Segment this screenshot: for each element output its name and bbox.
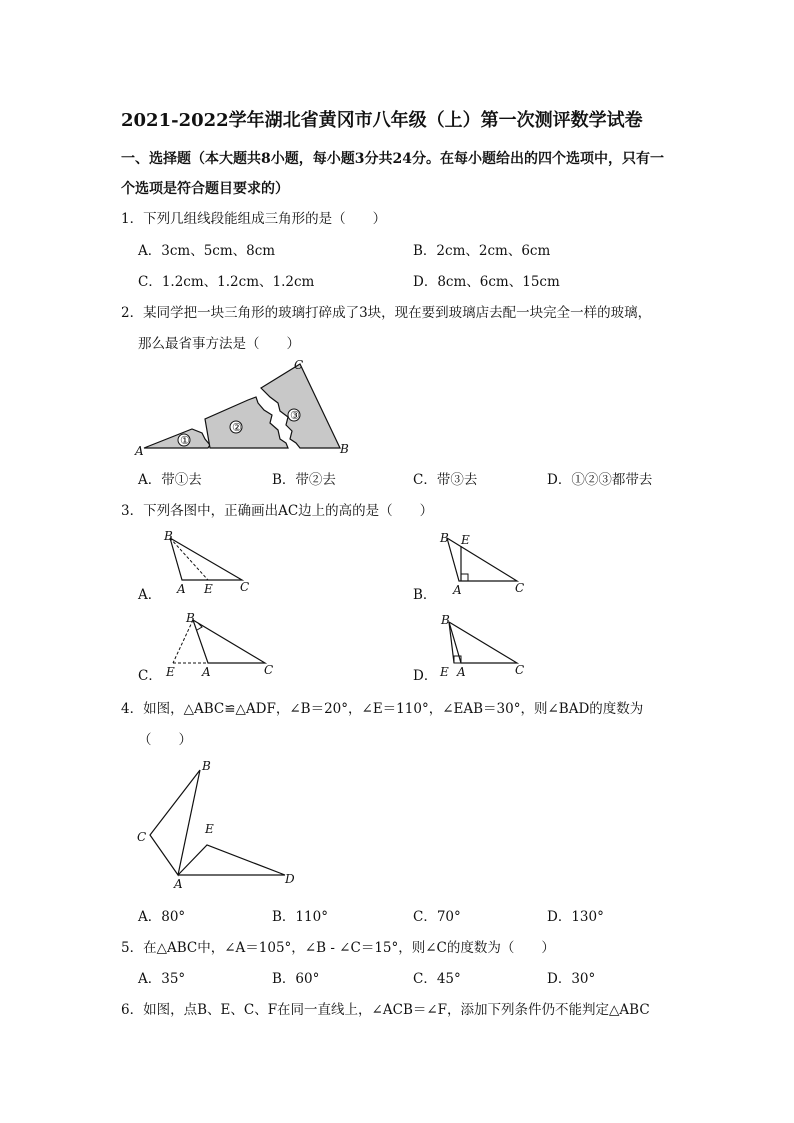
q2-option-a[interactable]: A．带①去 [138,472,202,488]
page-title: 2021-2022学年湖北省黄冈市八年级（上）第一次测评数学试卷 [121,110,643,131]
label-D: D [285,872,295,886]
label-piece-2: ② [232,421,242,434]
q2-option-c[interactable]: C．带③去 [413,472,478,488]
question-5-stem: 5．在△ABC中，∠A＝105°，∠B - ∠C＝15°，则∠C的度数为（ ） [121,940,555,956]
q5-option-b[interactable]: B．60° [272,971,320,987]
glass-piece-1 [144,429,210,448]
q2-option-d[interactable]: D．①②③都带去 [547,472,653,488]
q1-option-a[interactable]: A．3cm、5cm、8cm [138,243,276,259]
q1-option-d[interactable]: D．8cm、6cm、15cm [413,274,560,290]
q3-option-c[interactable]: C． [138,668,162,684]
label-B: B [202,759,211,773]
svg-text:E: E [204,582,213,596]
q5-option-a[interactable]: A．35° [138,971,186,987]
svg-text:B: B [186,611,195,625]
q5-option-c[interactable]: C．45° [413,971,461,987]
q3-option-b[interactable]: B． [413,587,437,603]
q4-option-a[interactable]: A．80° [138,909,186,925]
q3-figure-b[interactable] [435,528,535,598]
q2-broken-glass-figure [130,355,360,460]
svg-text:A: A [177,582,186,596]
svg-text:A: A [202,665,211,679]
q4-option-d[interactable]: D．130° [547,909,604,925]
question-3-stem: 3．下列各图中，正确画出AC边上的高的是（ ） [121,503,434,519]
q4-option-c[interactable]: C．70° [413,909,461,925]
q3-figure-c[interactable] [160,610,280,680]
q3-option-d[interactable]: D． [413,668,438,684]
svg-text:C: C [240,580,250,594]
question-2-stem-line2: 那么最省事方法是（ ） [138,336,300,352]
question-4-stem-line2: （ ） [138,732,192,748]
svg-text:C: C [515,663,525,677]
label-C: C [294,358,304,372]
q1-option-c[interactable]: C．1.2cm、1.2cm、1.2cm [138,274,315,290]
question-2-stem-line1: 2．某同学把一块三角形的玻璃打碎成了3块，现在要到玻璃店去配一块完全一样的玻璃， [121,305,652,321]
q1-option-b[interactable]: B．2cm、2cm、6cm [413,243,551,259]
q5-option-d[interactable]: D．30° [547,971,596,987]
q2-option-b[interactable]: B．带②去 [272,472,336,488]
section-heading-line2: 个选项是符合题目要求的） [121,181,289,197]
svg-text:B: B [164,529,173,543]
label-piece-1: ① [180,434,190,447]
svg-text:E: E [440,665,449,679]
label-piece-3: ③ [290,409,300,422]
q3-figure-a[interactable] [160,528,260,598]
q4-figure [130,755,310,895]
svg-text:B: B [440,531,449,545]
label-A: A [135,444,144,458]
question-1-stem: 1．下列几组线段能组成三角形的是（ ） [121,211,387,227]
svg-text:E: E [166,665,175,679]
question-4-stem-line1: 4．如图，△ABC≌△ADF，∠B＝20°，∠E＝110°，∠EAB＝30°，则∠BAD的度数为 [121,701,644,717]
svg-text:B: B [441,613,450,627]
svg-text:A: A [453,583,462,597]
glass-piece-2 [205,397,288,448]
question-6-stem: 6．如图，点B、E、C、F在同一直线上，∠ACB＝∠F，添加下列条件仍不能判定△ABC [121,1002,650,1018]
label-A: A [174,877,183,891]
q3-figure-d[interactable] [435,610,535,680]
section-heading-line1: 一、选择题（本大题共8小题，每小题3分共24分。在每小题给出的四个选项中，只有一 [121,151,664,167]
label-E: E [205,822,214,836]
svg-text:A: A [457,665,466,679]
svg-text:C: C [515,581,525,595]
q4-option-b[interactable]: B．110° [272,909,328,925]
svg-text:E: E [461,533,470,547]
label-C: C [137,830,147,844]
svg-text:C: C [264,663,274,677]
label-B: B [340,442,349,456]
q3-option-a[interactable]: A． [138,587,162,603]
